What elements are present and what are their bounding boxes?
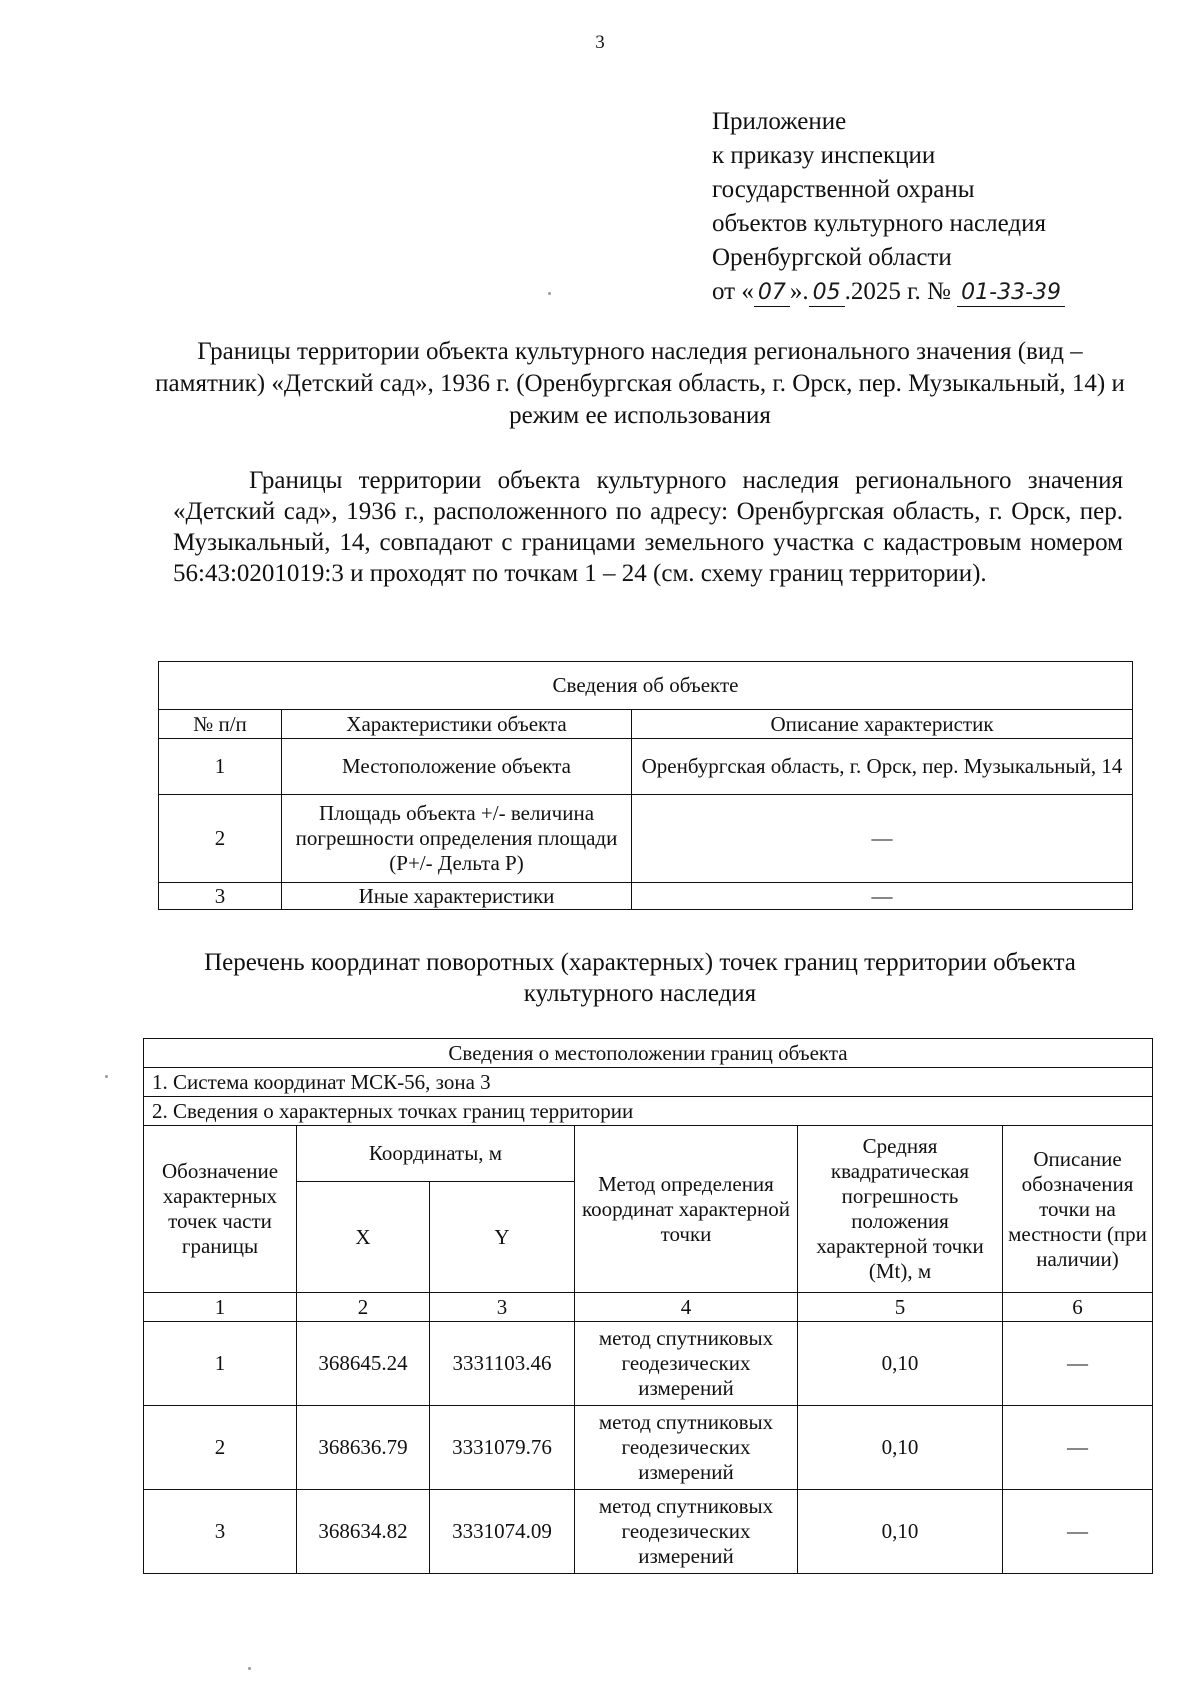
- table-row: [144, 1322, 1153, 1406]
- object-row-name: Иные характеристики: [282, 883, 632, 910]
- object-row-name: Площадь объекта +/- величина погрешности определения площади (P+/- Дельта P): [282, 795, 632, 883]
- header-y: Y: [430, 1182, 575, 1293]
- points-section-label: 2. Сведения о характерных точках границ территории: [144, 1097, 1153, 1126]
- scan-speck: [548, 292, 551, 295]
- appendix-line: к приказу инспекции: [712, 142, 936, 169]
- object-row-desc: Оренбургская область, г. Орск, пер. Музыкальный, 14: [632, 739, 1133, 795]
- order-number: 01-33-39: [957, 280, 1065, 307]
- appendix-block: [712, 105, 1065, 309]
- date-day: 07: [754, 280, 790, 307]
- point-y: 3331074.09: [430, 1490, 575, 1574]
- object-row-num: 3: [159, 883, 282, 910]
- table-row: [144, 1490, 1153, 1574]
- point-x: 368636.79: [297, 1406, 430, 1490]
- scan-speck: [248, 1667, 251, 1670]
- column-number: 5: [798, 1293, 1003, 1322]
- point-desc: —: [1003, 1490, 1153, 1574]
- point-method: метод спутниковых геодезических измерений: [575, 1490, 798, 1574]
- coords-table-caption: Сведения о местоположении границ объекта: [144, 1039, 1153, 1068]
- appendix-line: Приложение: [712, 108, 847, 135]
- appendix-line: Оренбургской области: [712, 244, 952, 271]
- appendix-line: объектов культурного наследия: [712, 210, 1046, 237]
- coordinates-table: [143, 1038, 1153, 1574]
- column-number: 6: [1003, 1293, 1153, 1322]
- appendix-line: государственной охраны: [712, 176, 975, 203]
- order-date-line: [712, 275, 1065, 309]
- object-header-num: № п/п: [159, 710, 282, 739]
- date-prefix: от «: [712, 278, 754, 305]
- point-method: метод спутниковых геодезических измерений: [575, 1406, 798, 1490]
- header-x: X: [297, 1182, 430, 1293]
- object-table-caption: Сведения об объекте: [159, 662, 1133, 710]
- header-designation: Обозначение характерных точек части границы: [144, 1126, 297, 1293]
- document-title: Границы территории объекта культурного наследия регионального значения (вид – памятник) «Детский сад», 1936 г. (Оренбургская область, г. Орск, пер. Музыкальный, 14) и режим ее использования: [155, 338, 1125, 429]
- object-header-desc: Описание характеристик: [632, 710, 1133, 739]
- boundary-paragraph: Границы территории объекта культурного наследия регионального значения «Детский сад», 1936 г., расположенного по адресу: Оренбургская область, г. Орск, пер. Музыкальный, 14, совпадают с границами земельного участка с кадастровым номером 56:43:0201019:3 и проходят по точкам 1 – 24 (см. схему границ территории).: [173, 467, 1123, 587]
- point-x: 368634.82: [297, 1490, 430, 1574]
- object-row-desc: —: [632, 883, 1133, 910]
- coordinates-section-title: Перечень координат поворотных (характерных) точек границ территории объекта культурного наследия: [204, 949, 1076, 1007]
- object-info-table: [158, 661, 1133, 910]
- header-description: Описание обозначения точки на местности (при наличии): [1003, 1126, 1153, 1293]
- header-method: Метод определения координат характерной точки: [575, 1126, 798, 1293]
- column-number: 1: [144, 1293, 297, 1322]
- point-id: 3: [144, 1490, 297, 1574]
- point-x: 368645.24: [297, 1322, 430, 1406]
- object-header-name: Характеристики объекта: [282, 710, 632, 739]
- header-error: Средняя квадратическая погрешность положения характерной точки (Mt), м: [798, 1126, 1003, 1293]
- point-y: 3331103.46: [430, 1322, 575, 1406]
- date-year: .2025 г. №: [844, 278, 951, 305]
- column-number: 3: [430, 1293, 575, 1322]
- table-row: [144, 1406, 1153, 1490]
- point-method: метод спутниковых геодезических измерений: [575, 1322, 798, 1406]
- object-row-name: Местоположение объекта: [282, 739, 632, 795]
- point-desc: —: [1003, 1406, 1153, 1490]
- column-number: 2: [297, 1293, 430, 1322]
- coordinate-system: 1. Система координат МСК-56, зона 3: [144, 1068, 1153, 1097]
- date-month: 05: [809, 280, 845, 307]
- point-mt: 0,10: [798, 1406, 1003, 1490]
- point-id: 1: [144, 1322, 297, 1406]
- point-id: 2: [144, 1406, 297, 1490]
- page-number: 3: [595, 32, 605, 53]
- point-desc: —: [1003, 1322, 1153, 1406]
- point-mt: 0,10: [798, 1490, 1003, 1574]
- column-number: 4: [575, 1293, 798, 1322]
- object-row-num: 1: [159, 739, 282, 795]
- header-coordinates: Координаты, м: [297, 1126, 575, 1182]
- date-mid: ».: [789, 278, 809, 305]
- point-y: 3331079.76: [430, 1406, 575, 1490]
- object-row-desc: —: [632, 795, 1133, 883]
- object-row-num: 2: [159, 795, 282, 883]
- scan-speck: [105, 1075, 108, 1078]
- point-mt: 0,10: [798, 1322, 1003, 1406]
